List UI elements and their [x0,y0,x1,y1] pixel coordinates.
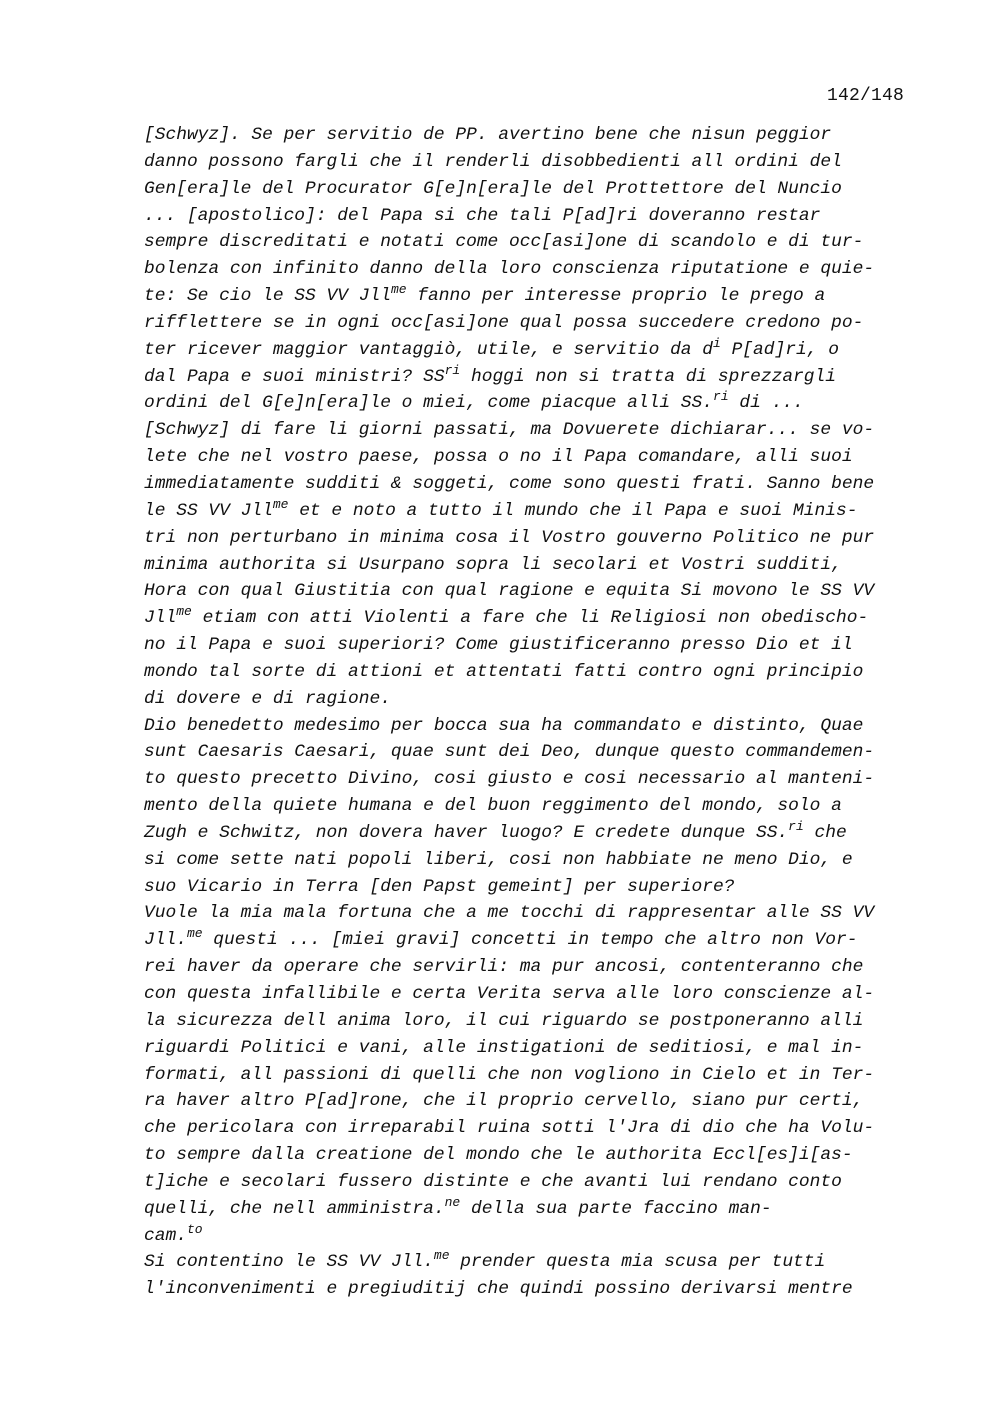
text-line [144,390,914,417]
text-segment: quelli, che nell amministra. [144,1198,445,1219]
text-line [144,874,914,901]
superscript-abbreviation: ne [444,1194,461,1210]
text-segment: Dio benedetto medesimo per bocca sua ha commandato e distinto, Quae [144,715,864,736]
text-segment: si come sette nati popoli liberi, cosi non habbiate ne meno Dio, e [144,849,853,870]
superscript-abbreviation: ri [713,389,729,405]
text-segment: questi ... [miei gravi] concetti in tempo che altro non Vor- [202,930,858,951]
text-line [144,283,914,310]
text-segment: cam. [144,1225,187,1246]
text-segment: danno possono fargli che il renderli disobbedienti all ordini del [144,151,842,172]
text-segment: [Schwyz] di fare li giorni passati, ma Dovuerete dichiarar... se vo- [144,420,875,441]
text-segment: Si contentino le SS VV Jll. [144,1252,434,1273]
text-line [144,1008,914,1035]
page-number: 142/148 [826,86,904,106]
superscript-abbreviation: ri [444,362,461,378]
text-line [144,793,914,820]
text-segment: t]iche e secolari fussero distinte e che avanti lui rendano conto [144,1171,842,1192]
text-segment: to sempre dalla creatione del mondo che le authorita Eccl[es]i[as- [144,1145,853,1166]
transcription-body [144,122,914,1303]
text-line [144,820,914,847]
text-segment: hoggi non si tratta di sprezzargli [460,366,836,387]
text-line [144,1142,914,1169]
text-segment: te: Se cio le SS VV Jll [144,286,391,307]
text-line [144,149,914,176]
text-line [144,605,914,632]
text-line [144,552,914,579]
text-line [144,176,914,203]
text-line [144,444,914,471]
text-segment: P[ad]ri, o [720,339,839,360]
text-segment: fanno per interesse proprio le prego a [406,286,826,307]
text-line [144,1035,914,1062]
text-segment: prender questa mia scusa per tutti [449,1252,826,1273]
text-line [144,364,914,391]
superscript-abbreviation: ri [788,818,804,834]
text-line [144,900,914,927]
text-line [144,1196,914,1223]
text-line [144,1088,914,1115]
text-line [144,471,914,498]
text-segment: tri non perturbano in minima cosa il Vostro gouverno Politico ne pur [144,527,875,548]
text-line [144,1062,914,1089]
superscript-abbreviation: i [713,335,721,351]
text-line [144,122,914,149]
text-segment: di ... [728,393,804,414]
text-segment: Gen[era]le del Procurator G[e]n[era]le del Prottettore del Nuncio [144,178,842,199]
text-segment: to questo precetto Divino, cosi giusto e cosi necessario al manteni- [144,769,875,790]
text-segment: sempre discreditati e notati come occ[asi]one di scandolo e di tur- [144,232,864,253]
text-line [144,1223,914,1250]
text-segment: Jll. [144,930,187,951]
text-segment: [Schwyz]. Se per servitio de PP. avertino bene che nisun peggior [144,125,832,145]
text-line [144,927,914,954]
text-segment: ter ricever maggior vantaggiò, utile, e servitio da d [144,339,714,360]
text-line [144,417,914,444]
text-line [144,525,914,552]
text-line [144,713,914,740]
text-line [144,1115,914,1142]
text-segment: sunt Caesaris Caesari, quae sunt dei Deo, dunque questo commandemen- [144,742,875,763]
text-segment: dal Papa e suoi ministri? SS [144,366,445,387]
superscript-abbreviation: me [176,604,192,620]
text-segment: ordini del G[e]n[era]le o miei, come piacque alli SS. [144,393,714,414]
text-segment: etiam con atti Violenti a fare che li Religiosi non obedischo- [191,608,869,629]
text-segment: Vuole la mia mala fortuna che a me tocchi di rappresentar alle SS VV [144,903,875,924]
text-segment: di dovere e di ragione. [144,688,391,709]
text-segment: rei haver da operare che servirli: ma pur ancosi, contenteranno che [144,957,864,978]
text-segment: che pericolara con irreparabil ruina sotti l'Jra di dio che ha Volu- [144,1118,875,1139]
superscript-abbreviation: me [186,926,203,942]
text-segment: minima authorita si Usurpano sopra li secolari et Vostri sudditi, [144,554,842,575]
text-segment: bolenza con infinito danno della loro conscienza riputatione e quie- [144,259,875,280]
text-segment: immediatamente sudditi & soggeti, come sono questi frati. Sanno bene [144,473,875,494]
text-segment: Hora con qual Giustitia con qual ragione e equita Si movono le SS VV [144,581,875,602]
text-line [144,203,914,230]
superscript-abbreviation: me [272,496,289,512]
superscript-abbreviation: me [433,1248,450,1264]
text-line [144,578,914,605]
text-line [144,337,914,364]
text-line [144,686,914,713]
superscript-abbreviation: to [186,1221,203,1237]
text-segment: Zugh e Schwitz, non dovera haver luogo? E credete dunque SS. [144,822,789,843]
text-line [144,1276,914,1303]
text-segment: l'inconvenimenti e pregiuditij che quindi possino derivarsi mentre [144,1279,853,1300]
text-segment: lete che nel vostro paese, possa o no il Papa comandare, alli suoi [144,447,853,468]
text-segment: formati, all passioni di quelli che non vogliono in Cielo et in Ter- [144,1064,875,1085]
superscript-abbreviation: me [390,282,407,298]
text-segment: suo Vicario in Terra [den Papst gemeint] per superiore? [144,876,735,897]
text-segment: riguardi Politici e vani, alle instigationi de seditiosi, e mal in- [144,1037,864,1058]
text-line [144,256,914,283]
text-line [144,1249,914,1276]
text-segment: con questa infallibile e certa Verita serva alle loro conscienze al- [144,984,875,1004]
text-line [144,310,914,337]
text-line [144,659,914,686]
text-line [144,1169,914,1196]
text-line [144,739,914,766]
text-segment: ... [apostolico]: del Papa si che tali P[ad]ri doveranno restar [144,205,821,226]
text-segment: della sua parte faccino man- [460,1198,772,1219]
text-line [144,229,914,256]
text-segment: le SS VV Jll [144,500,273,521]
text-line [144,981,914,1008]
text-line [144,847,914,874]
text-line [144,498,914,525]
text-segment: che [803,822,847,843]
text-segment: la sicurezza dell anima loro, il cui riguardo se postponeranno alli [144,1010,864,1031]
text-segment: no il Papa e suoi superiori? Come giustificeranno presso Dio et il [144,635,853,656]
text-segment: et e noto a tutto il mundo che il Papa e suoi Minis- [288,500,858,521]
text-line [144,766,914,793]
text-segment: mondo tal sorte di attioni et attentati fatti contro ogni principio [144,661,864,682]
text-segment: Jll [144,608,177,629]
text-line [144,632,914,659]
text-segment: rifflettere se in ogni occ[asi]one qual possa succedere credono po- [144,312,864,333]
text-segment: mento della quiete humana e del buon reggimento del mondo, solo a [144,796,842,817]
text-segment: ra haver altro P[ad]rone, che il proprio cervello, siano pur certi, [144,1091,864,1112]
text-line [144,954,914,981]
